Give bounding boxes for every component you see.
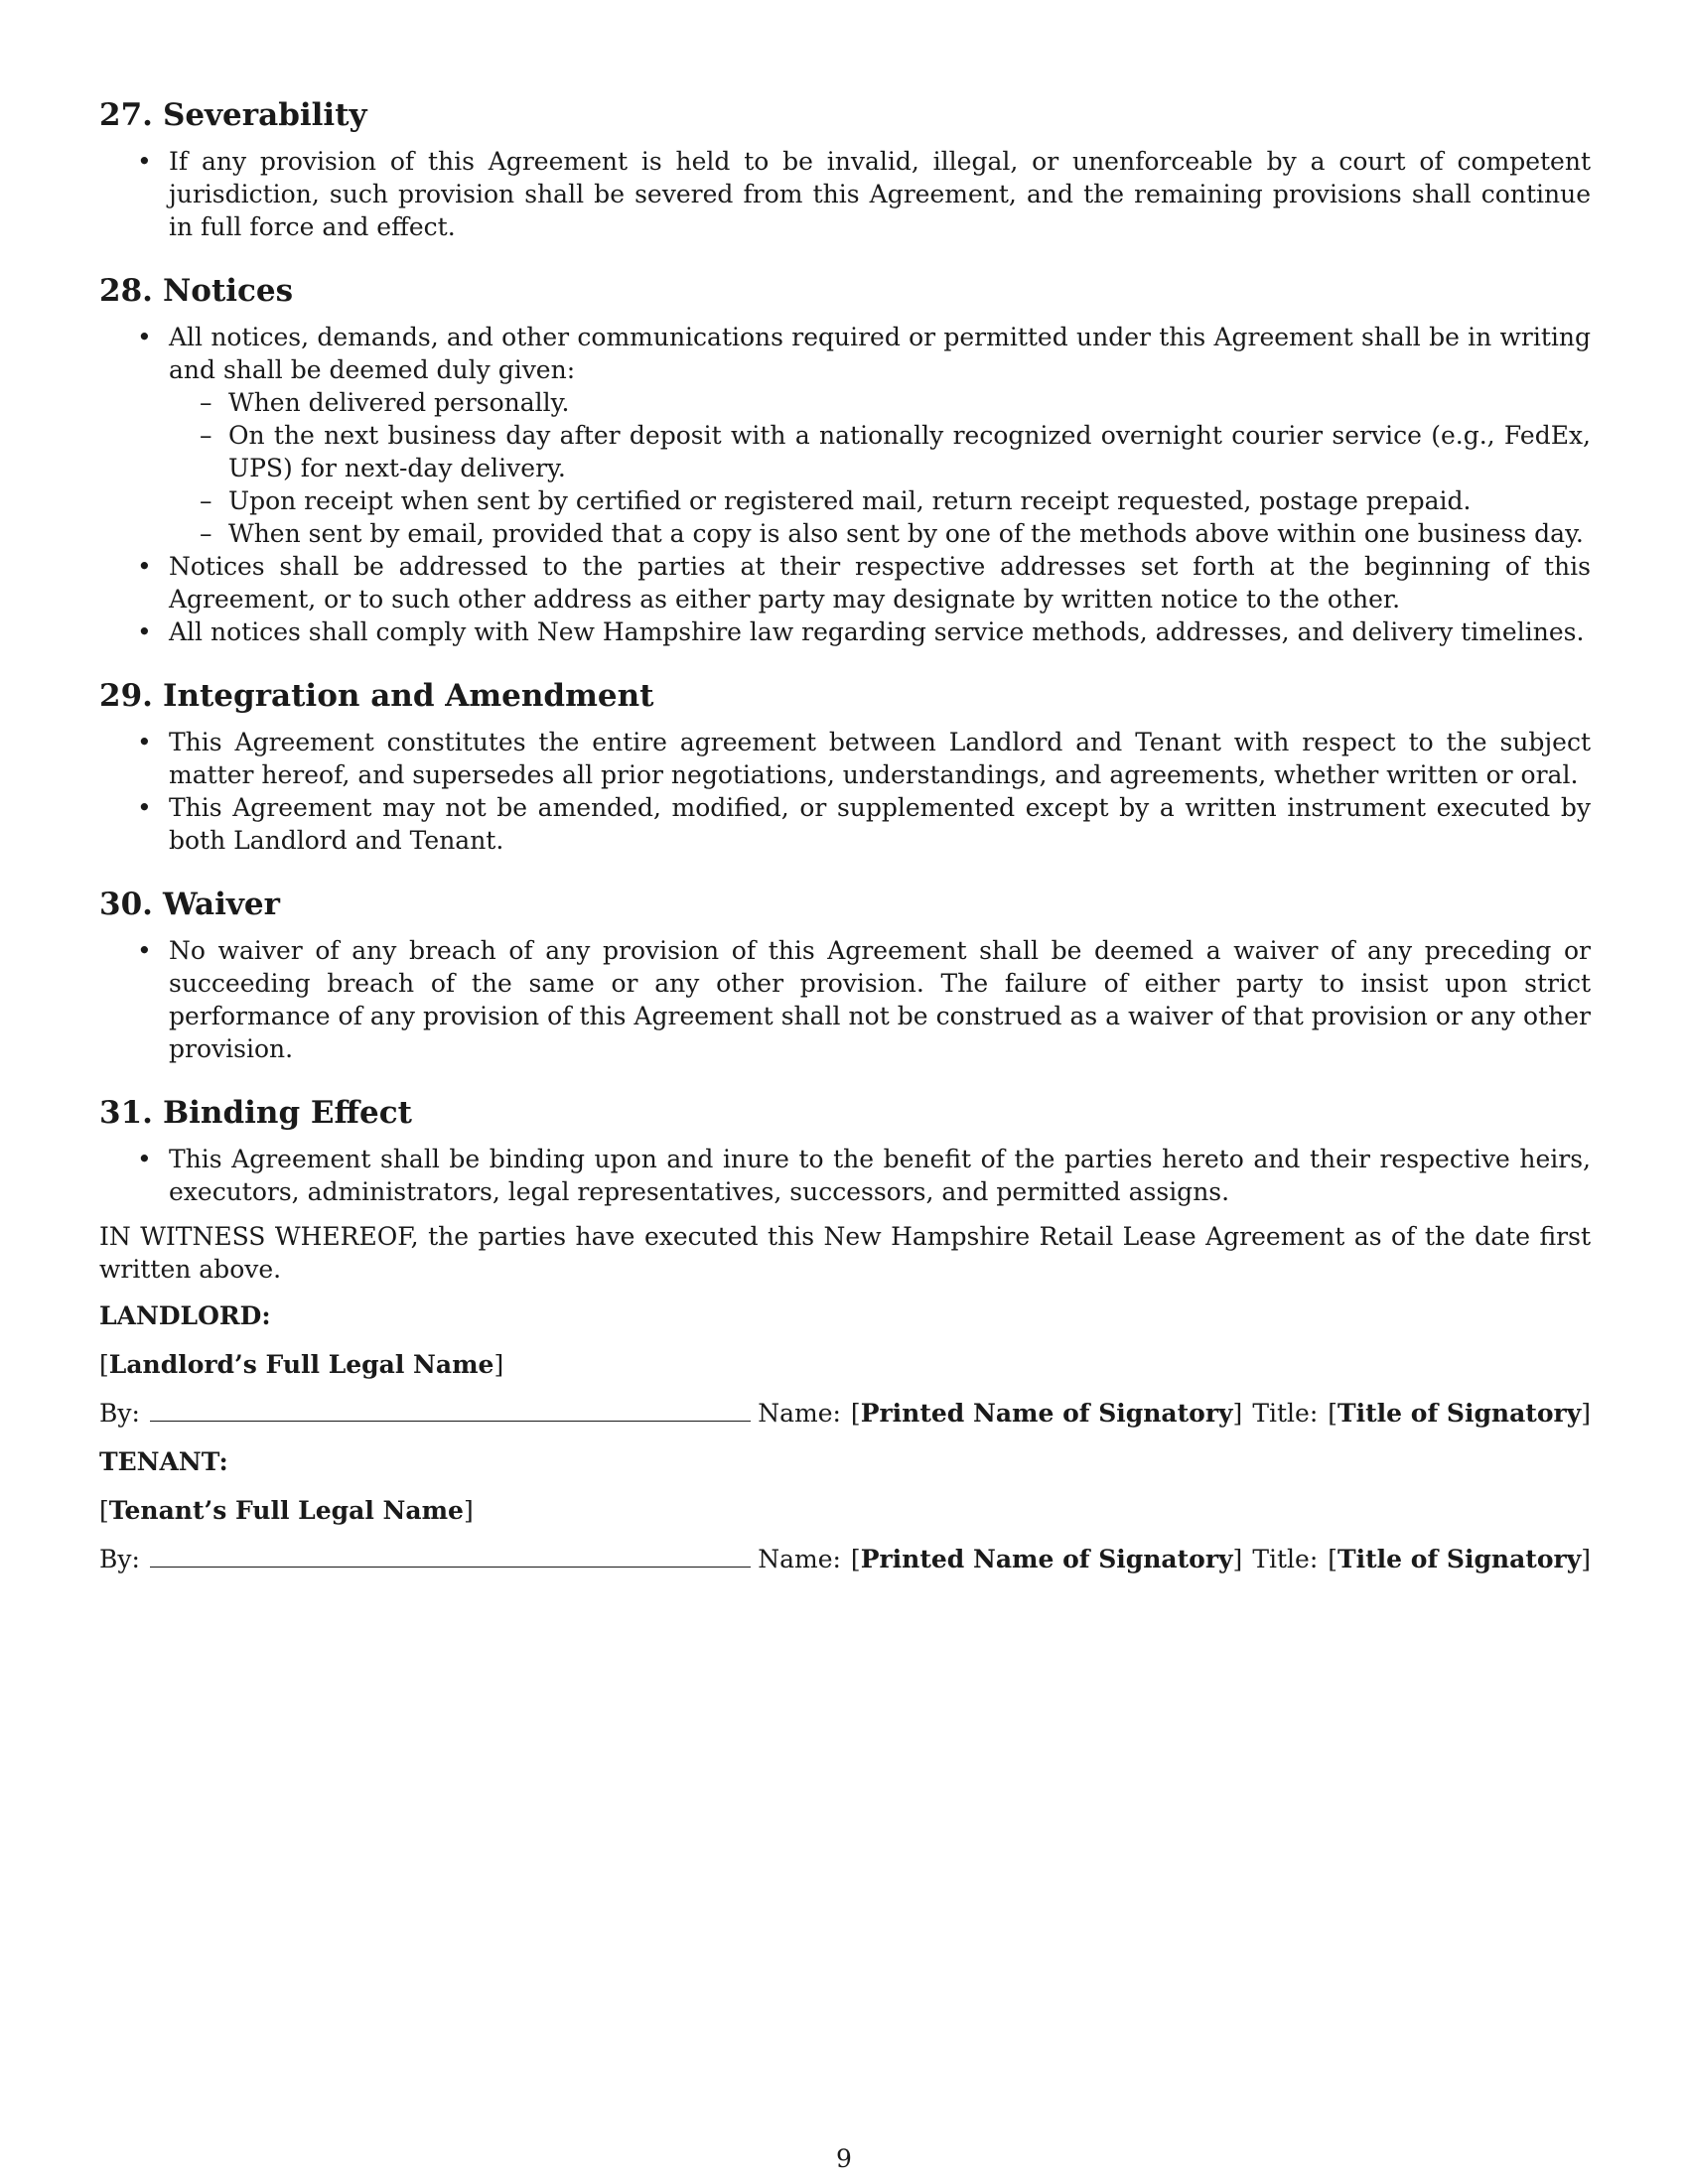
tenant-printed-name: Printed Name of Signatory xyxy=(860,1545,1233,1573)
bullet-item: • This Agreement constitutes the entire agreement between Landlord and Tenant with respect to the subject matter hereof, and supersedes all prior negotiations, understandings, and agreements, whether written or oral. xyxy=(99,726,1591,791)
landlord-signature-line xyxy=(99,1397,1591,1430)
bullet-list xyxy=(99,145,1591,243)
bullet-item: • This Agreement shall be binding upon and inure to the benefit of the parties hereto and their respective heirs, executors, administrators, legal representatives, successors, and permitted assigns. xyxy=(99,1143,1591,1208)
name-label: Name: xyxy=(758,1545,841,1573)
title-label: Title: xyxy=(1252,1545,1319,1573)
signature-rule xyxy=(150,1399,751,1422)
section-title: Severability xyxy=(162,97,367,133)
landlord-printed-name: Printed Name of Signatory xyxy=(860,1399,1233,1428)
landlord-title: Title of Signatory xyxy=(1337,1399,1582,1428)
printed-name-wrap: [Printed Name of Signatory] xyxy=(850,1399,1243,1428)
section-number: 29. xyxy=(99,678,153,714)
printed-name-wrap: [Printed Name of Signatory] xyxy=(850,1545,1243,1573)
section-heading xyxy=(99,95,1591,135)
section-number: 31. xyxy=(99,1095,153,1131)
landlord-entity-name: [Landlord’s Full Legal Name] xyxy=(99,1350,504,1379)
bullet-text: All notices, demands, and other communications required or permitted under this Agreement shall be in writing and shall be deemed duly given: xyxy=(169,323,1591,384)
document-page xyxy=(99,95,1591,1591)
name-label: Name: xyxy=(758,1399,841,1428)
section-integration-amendment xyxy=(99,676,1591,857)
tenant-signature-block xyxy=(99,1445,1591,1575)
section-title: Integration and Amendment xyxy=(162,678,654,714)
section-number: 30. xyxy=(99,887,153,922)
bullet-item: • This Agreement may not be amended, modified, or supplemented except by a written instrument executed by both Landlord and Tenant. xyxy=(99,791,1591,857)
title-wrap: [Title of Signatory] xyxy=(1328,1399,1591,1428)
tenant-label: TENANT: xyxy=(99,1447,228,1476)
title-label: Title: xyxy=(1252,1399,1319,1428)
tenant-entity-name: [Tenant’s Full Legal Name] xyxy=(99,1496,474,1525)
section-number: 28. xyxy=(99,273,153,309)
sub-item: – When delivered personally. xyxy=(169,386,1591,419)
bullet-item: • All notices shall comply with New Hampshire law regarding service methods, addresses, and delivery timelines. xyxy=(99,615,1591,648)
signature-rule xyxy=(150,1545,751,1568)
sub-item: – When sent by email, provided that a copy is also sent by one of the methods above within one business day. xyxy=(169,517,1591,550)
section-binding-effect xyxy=(99,1093,1591,1208)
section-heading xyxy=(99,1093,1591,1133)
bullet-list xyxy=(99,1143,1591,1208)
section-number: 27. xyxy=(99,97,153,133)
section-heading xyxy=(99,676,1591,716)
bullet-list xyxy=(99,934,1591,1065)
section-title: Notices xyxy=(162,273,294,309)
bullet-list xyxy=(99,321,1591,648)
bullet-item: • Notices shall be addressed to the parties at their respective addresses set forth at the beginning of this Agreement, or to such other address as either party may designate by written notice to the other. xyxy=(99,550,1591,615)
landlord-label: LANDLORD: xyxy=(99,1301,271,1330)
by-label: By: xyxy=(99,1399,140,1428)
witness-clause: IN WITNESS WHEREOF, the parties have executed this New Hampshire Retail Lease Agreement as of the date first written above. xyxy=(99,1222,1591,1284)
section-title: Waiver xyxy=(162,887,280,922)
section-heading xyxy=(99,271,1591,311)
section-notices xyxy=(99,271,1591,648)
bullet-item xyxy=(99,321,1591,550)
page-number: 9 xyxy=(836,2144,852,2173)
tenant-entity-text: Tenant’s Full Legal Name xyxy=(108,1496,464,1525)
landlord-signature-block xyxy=(99,1299,1591,1430)
by-label: By: xyxy=(99,1545,140,1573)
bullet-list xyxy=(99,726,1591,857)
sub-item: – Upon receipt when sent by certified or registered mail, return receipt requested, postage prepaid. xyxy=(169,484,1591,517)
sub-item: – On the next business day after deposit with a nationally recognized overnight courier service (e.g., FedEx, UPS) for next-day delivery. xyxy=(169,419,1591,484)
section-heading xyxy=(99,885,1591,924)
tenant-signature-line xyxy=(99,1543,1591,1575)
bullet-item: • If any provision of this Agreement is held to be invalid, illegal, or unenforceable by a court of competent jurisdiction, such provision shall be severed from this Agreement, and the remaining provisions shall continue in full force and effect. xyxy=(99,145,1591,243)
section-severability xyxy=(99,95,1591,243)
section-waiver xyxy=(99,885,1591,1065)
section-title: Binding Effect xyxy=(162,1095,412,1131)
bullet-item: • No waiver of any breach of any provision of this Agreement shall be deemed a waiver of any preceding or succeeding breach of the same or any other provision. The failure of either party to insist upon strict performance of any provision of this Agreement shall not be construed as a waiver of that provision or any other provision. xyxy=(99,934,1591,1065)
tenant-title: Title of Signatory xyxy=(1337,1545,1582,1573)
sub-list xyxy=(169,386,1591,550)
landlord-entity-text: Landlord’s Full Legal Name xyxy=(108,1350,494,1379)
title-wrap: [Title of Signatory] xyxy=(1328,1545,1591,1573)
